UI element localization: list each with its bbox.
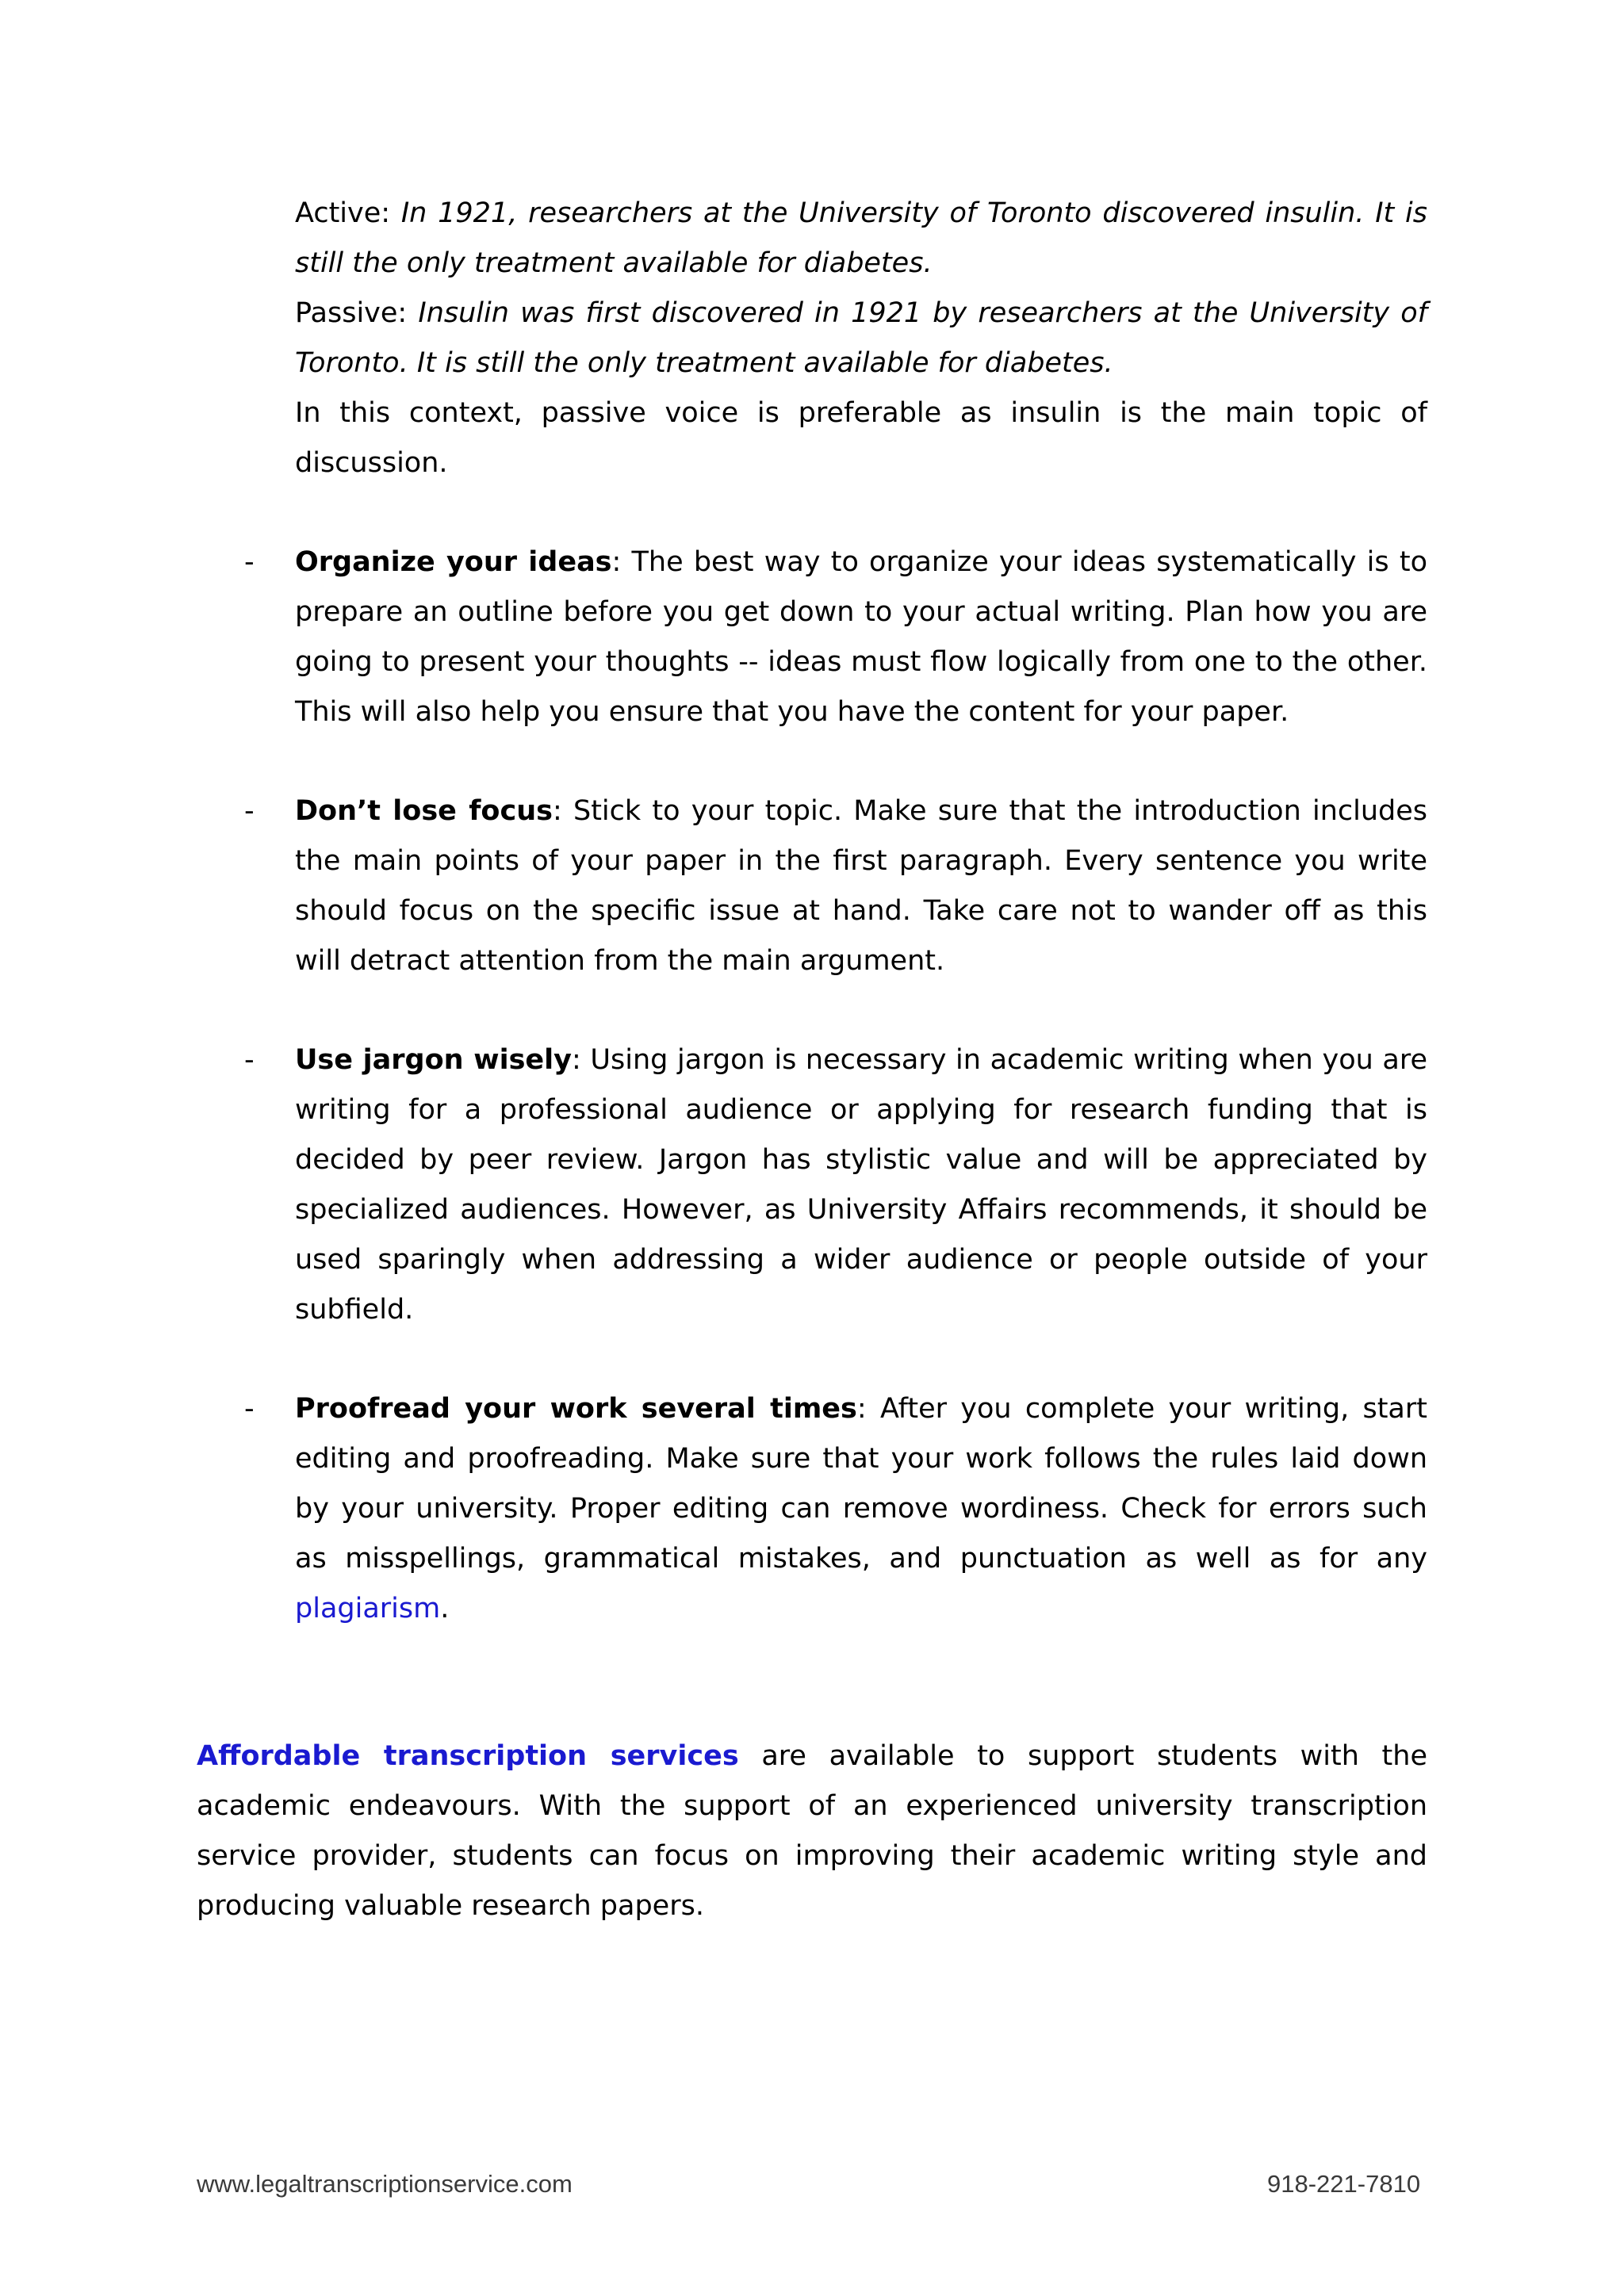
tip-body: Stick to your topic. Make sure that the introduction includes the main points of your paper in the first paragraph. Every sentence you write should focus on the specific issue at hand. Take care not to wander off as this will detract attention from the main argument. <box>295 795 1428 977</box>
bullet-marker: - <box>244 546 255 578</box>
passive-sentence: Insulin was first discovered in 1921 by researchers at the University of Toronto. It is still the only treatment available for diabetes. <box>295 297 1427 379</box>
footer-website: www.legaltranscriptionservice.com <box>197 2170 573 2198</box>
tip-proofread <box>295 1384 1427 1634</box>
tip-dont-lose-focus <box>295 786 1427 986</box>
tip-title: Use jargon wisely <box>295 1044 572 1076</box>
bullet-marker: - <box>244 795 255 827</box>
tip-tail: . <box>440 1593 450 1624</box>
tip-separator: : <box>571 1044 591 1076</box>
passive-label: Passive: <box>295 297 419 329</box>
bullet-marker: - <box>244 1044 255 1076</box>
tip-title: Proofread your work several times <box>295 1393 857 1425</box>
tip-use-jargon <box>295 1035 1427 1335</box>
tip-body: The best way to organize your ideas systematically is to prepare an outline before you get down to your actual writing. Plan how you are going to present your thoughts -- ideas must flow logically from one to the other. This will also help you ensure that you have the content for your paper. <box>295 546 1427 728</box>
plagiarism-link[interactable]: plagiarism <box>295 1593 441 1624</box>
active-label: Active: <box>295 197 401 229</box>
tip-body: After you complete your writing, start editing and proofreading. Make sure that your work follows the rules laid down by your university. Proper editing can remove wordiness. Check for errors such as misspellings, grammatical mistakes, and punctuation as well as for any <box>295 1393 1427 1575</box>
tip-title: Organize your ideas <box>295 546 612 578</box>
voice-conclusion: In this context, passive voice is preferable as insulin is the main topic of discussion. <box>295 397 1427 479</box>
closing-text: are available to support students with the academic endeavours. With the support of an experienced university transcription service provider, students can focus on improving their academic writing style and producing valuable research papers. <box>197 1740 1427 1922</box>
transcription-services-link[interactable]: Affordable transcription services <box>197 1740 739 1772</box>
tip-organize-ideas <box>295 538 1427 737</box>
tip-separator: : <box>611 546 632 578</box>
passive-example <box>295 289 1427 388</box>
closing-paragraph <box>197 1732 1427 1931</box>
footer-phone: 918-221-7810 <box>1267 2170 1421 2198</box>
tip-title: Don’t lose focus <box>295 795 553 827</box>
active-example <box>295 189 1427 289</box>
tip-separator: : <box>856 1393 880 1425</box>
tip-body: Using jargon is necessary in academic writing when you are writing for a professional audience or applying for research funding that is decided by peer review. Jargon has stylistic value and will be appreciated by specialized audiences. However, as University Affairs recommends, it should be used sparingly when addressing a wider audience or people outside of your subfield. <box>295 1044 1428 1326</box>
bullet-marker: - <box>244 1393 255 1425</box>
active-sentence: In 1921, researchers at the University of Toronto discovered insulin. It is still the only treatment available for diabetes. <box>295 197 1427 279</box>
tip-separator: : <box>552 795 573 827</box>
